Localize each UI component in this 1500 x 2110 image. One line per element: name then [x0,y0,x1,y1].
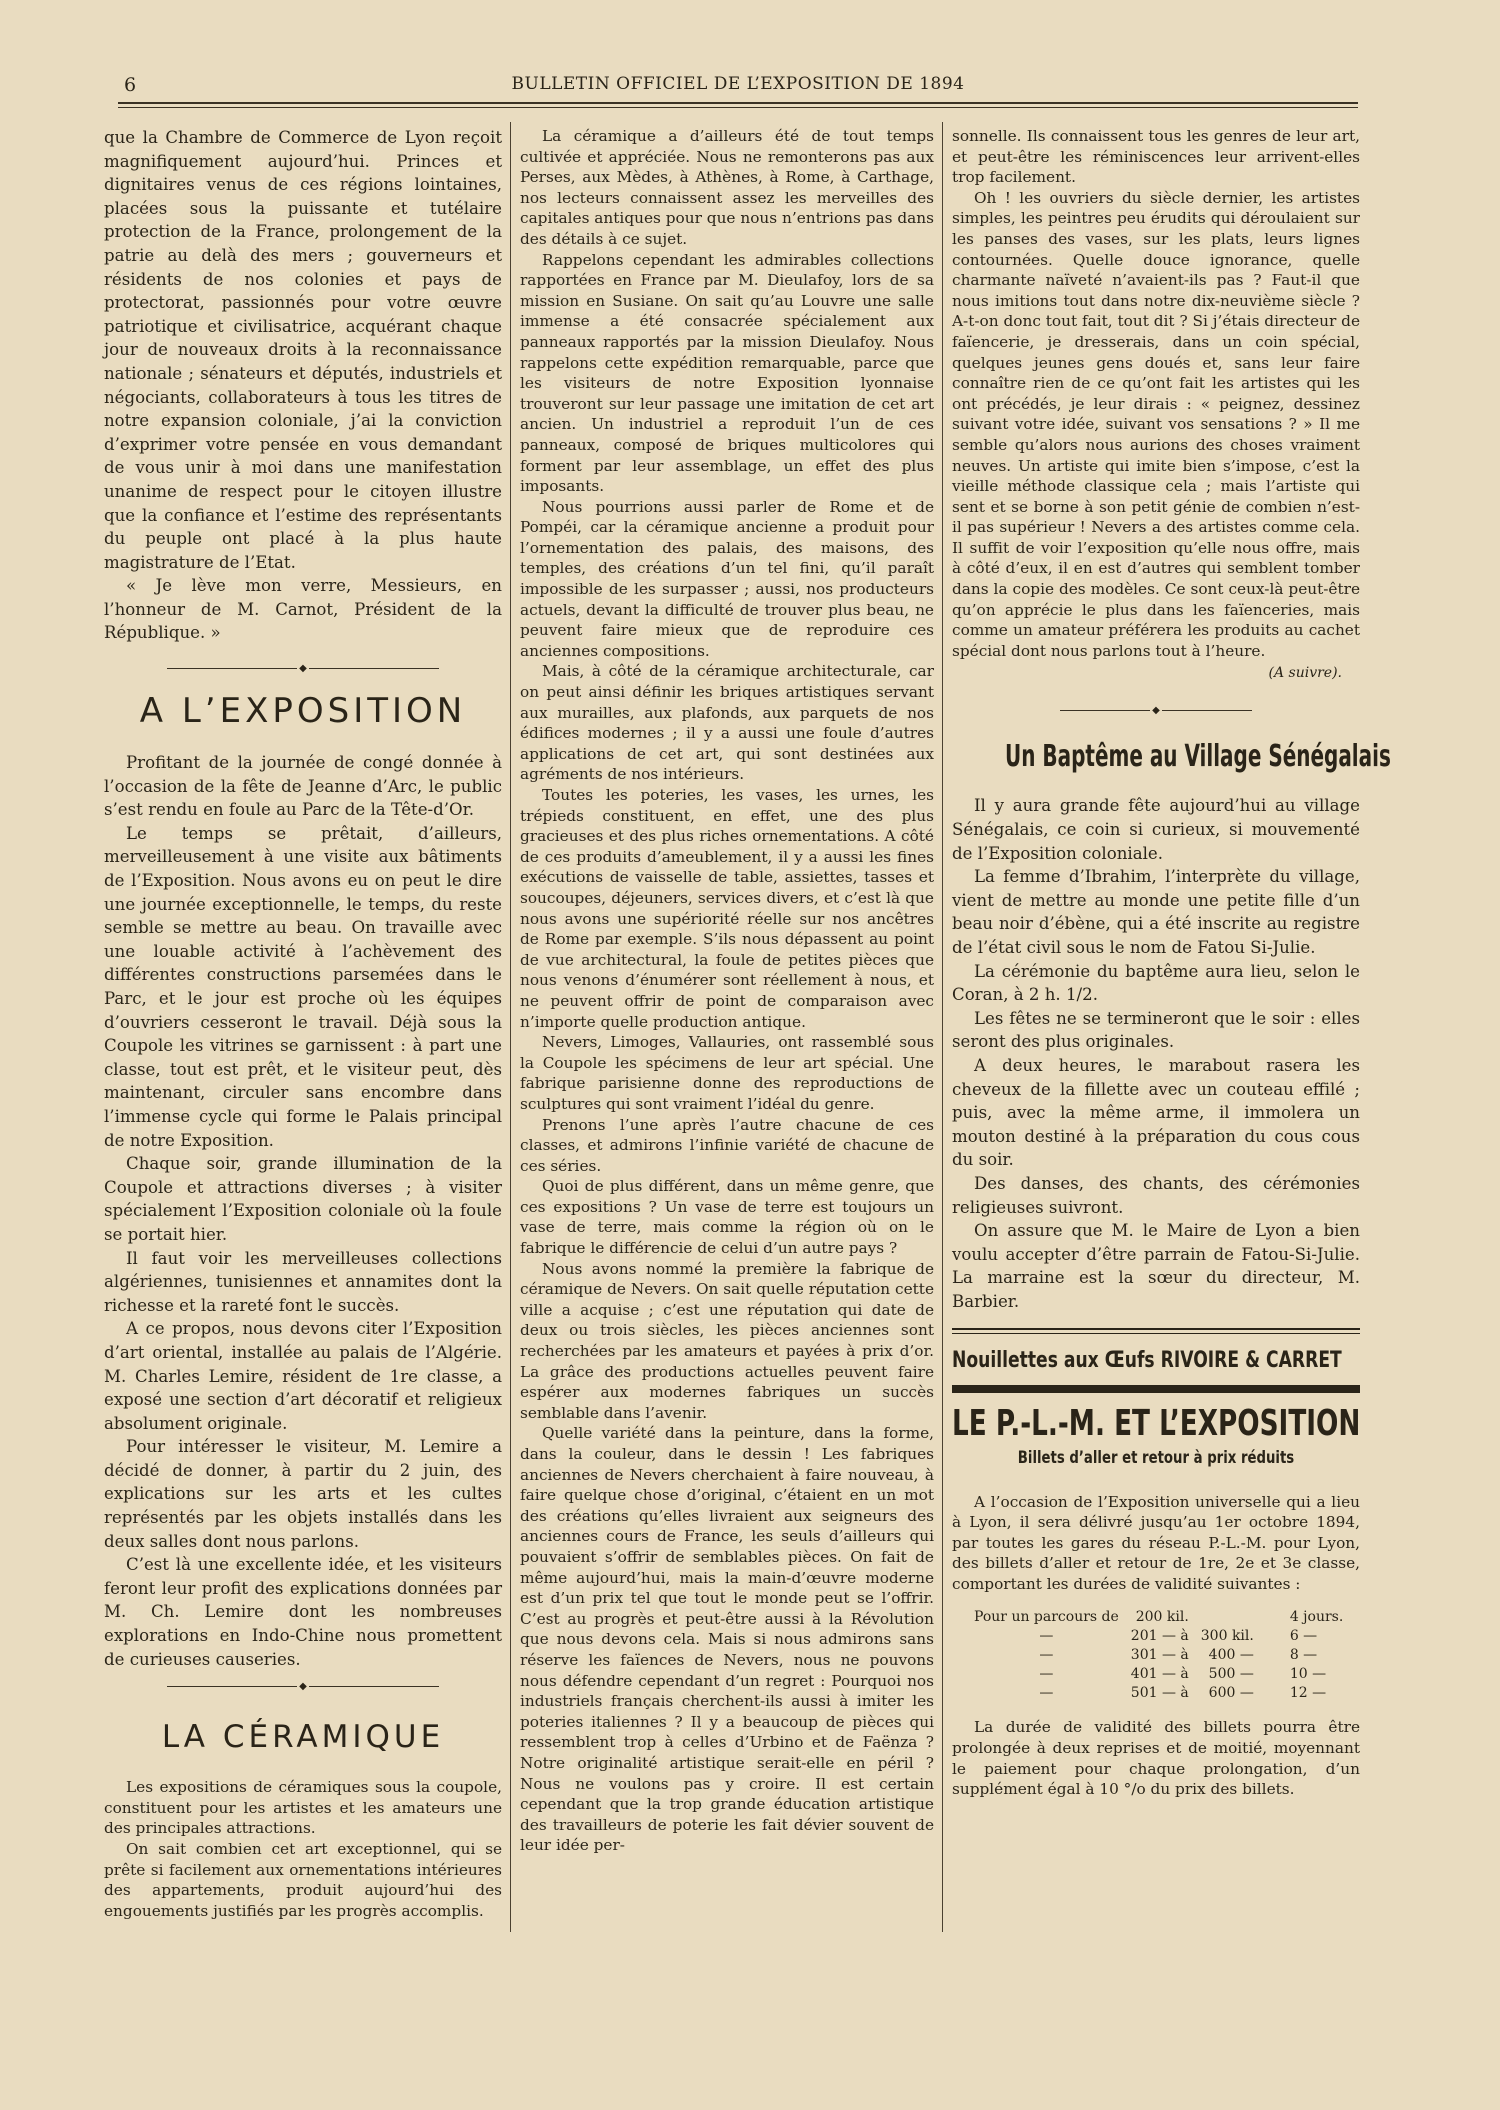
article-text: Oh ! les ouvriers du siècle dernier, les artistes simples, les peintres peu érudits qui déroulaient sur les panses des vases, sur les plats, leurs lignes contournées. Quelle douce ignorance, quelle charmante naïveté n’avaient-ils pas ? Faut-il que nous imitions tout dans notre dix-neuvième siècle ? A-t-on donc tout fait, tout dit ? Si j’étais directeur de faïencerie, je dresserais, dans un coin spécial, quelques jeunes gens doués et, sans leur faire connaître rien de ce qu’ont fait les artistes qui les ont précédés, je leur dirais : « peignez, dessinez suivant votre idée, suivant vos sensations ? » Il me semble qu’alors nous aurions des choses vraiment neuves. Un artiste qui imite bien s’impose, c’est la vieille méthode classique cela ; mais l’artiste qui sent et se borne à son petit génie de combien n’est-il pas supérieur ! Nevers a des artistes comme cela. Il suffit de voir l’exposition qu’elle nous offre, mais à côté d’eux, il en est d’autres qui semblent tomber dans la copie des modèles. Ce sont ceux-là peut-être qu’on apprécie le plus dans les faïenceries, mais comme un amateur préférera les produits au cachet spécial dont nous parlons tout à l’heure. [952,188,1360,660]
table-cell [1195,1608,1260,1627]
article-text: Les expositions de céramiques sous la coupole, constituent pour les artistes et les amateurs une des principales attractions. [104,1778,502,1838]
article-text: Rappelons cependant les admirables collections rapportées en France par M. Dieulafoy, lors de sa mission en Susiane. On sait qu’au Louvre une salle immense a été consacrée spécialement aux panneaux rapportés par la mission Dieulafoy. Nous rappelons cette expédition remarquable, parce que les visiteurs de notre Exposition lyonnaise trouveront sur leur passage une imitation de cet art ancien. Un industriel a reproduit l’un de ces panneaux, composé de briques multicolores qui forment par leur assemblage, un effet des plus imposants. [520,250,934,496]
article-text: Prenons l’une après l’autre chacune de ces classes, et admirons l’infinie variété de chacune de ces séries. [520,1115,934,1175]
article-text: On assure que M. le Maire de Lyon a bien voulu accepter d’être parrain de Fatou-Si-Julie. La marraine est la sœur du directeur, M. Barbier. [952,1221,1360,1311]
table-cell: 301 — à [1130,1647,1189,1664]
column-3 [952,126,1391,1800]
article-text: La femme d’Ibrahim, l’interprète du village, vient de mettre au monde une petite fille d’un beau noir d’ébène, qui a été inscrite au registre de l’état civil sous le nom de Fatou Si-Julie. [952,867,1360,957]
table-cell: — [1039,1666,1054,1683]
table-cell: 401 — à [1130,1666,1189,1683]
table-row [968,1684,1349,1703]
section-ornament: ◆ [104,1671,502,1701]
table-cell: 8 — [1289,1647,1318,1664]
table-cell: 400 — [1208,1647,1254,1664]
article-text: Pour intéresser le visiteur, M. Lemire a décidé de donner, à partir du 2 juin, des explications sur les arts et les cultes représentés par les objets installés dans les deux salles dont nous parlons. [104,1437,502,1551]
section-ornament: ◆ [104,653,502,683]
section-title-exposition: A L’EXPOSITION [139,691,467,732]
table-cell: 6 — [1289,1628,1318,1645]
table-row [968,1646,1349,1665]
table-cell: 12 — [1289,1685,1327,1702]
section-title-ceramique: LA CÉRAMIQUE [161,1719,445,1756]
table-cell: — [1039,1628,1054,1645]
table-row [968,1665,1349,1684]
column-divider-2 [942,122,943,1932]
article-text: La céramique a d’ailleurs été de tout temps cultivée et appréciée. Nous ne remonterons pas aux Perses, aux Mèdes, à Athènes, à Rome, à Carthage, nos lecteurs connaissent assez les merveilles des capitales antiques pour que nous n’entrions pas dans des détails à ce sujet. [520,127,934,248]
table-cell: 600 — [1208,1685,1254,1702]
article-text: Profitant de la journée de congé donnée à l’occasion de la fête de Jeanne d’Arc, le public s’est rendu en foule au Parc de la Tête-d’Or. [104,753,502,820]
article-text: A ce propos, nous devons citer l’Exposition d’art oriental, installée au palais de l’Algérie. M. Charles Lemire, résident de 1re classe, a exposé une section d’art décoratif et religieux absolument originale. [104,1319,502,1433]
article-text: Quoi de plus différent, dans un même genre, que ces expositions ? Un vase de terre est toujours un vase de terre, mais comme la région où on le fabrique le différencie de celui d’un autre pays ? [520,1177,934,1258]
table-cell: 501 — à [1130,1685,1189,1702]
column-1 [104,126,502,1921]
table-row [968,1608,1349,1627]
page-number: 6 [124,74,137,96]
article-text: Des danses, des chants, des cérémonies religieuses suivront. [952,1173,1360,1217]
article-text: Quelle variété dans la peinture, dans la forme, dans la couleur, dans le dessin ! Les fabriques anciennes de Nevers cherchaient à faire nouveau, à faire quelque chose d’original, c’étaient en un mot des créations qu’elles livraient aux seigneurs des anciennes cours de France, les seuls d’ailleurs qui pouvaient s’offrir de semblables pièces. On fait de même aujourd’hui, mais la main-d’œuvre moderne est d’un prix tel que tout le monde peut se l’offrir. C’est au progrès et peut-être aussi à la Révolution que nous devons cela. Mais si nous admirons sans réserve les faïences de Nevers, nous ne pouvons nous défendre cependant d’un regret : Pourquoi nos industriels français cherchent-ils aussi à imiter les poteries italiennes ? Il y a beaucoup de pièces qui ressemblent trop à celles d’Urbino et de Faënza ? Notre originalité artistique serait-elle en péril ? Nous ne voulons pas y croire. Il est certain cependant que la trop grande éducation artistique des travailleurs de poterie les fait dévier souvent de leur idée per- [520,1424,934,1855]
advertisement: Nouillettes aux Œufs RIVOIRE & CARRET [952,1347,1342,1373]
table-cell: 201 — à [1130,1628,1189,1645]
section-subtitle-plm: Billets d’aller et retour à prix réduits [1017,1447,1295,1468]
article-text: C’est là une excellente idée, et les visiteurs feront leur profit des explications données par M. Ch. Lemire dont les nombreuses explorations en Indo-Chine nous promettent de curieuses causeries. [104,1555,502,1669]
article-text: Nous avons nommé la première la fabrique de céramique de Nevers. On sait quelle réputation cette ville a acquise ; c’est une réputation qui date de deux ou trois siècles, les pièces anciennes sont recherchées par les amateurs et payées à prix d’or. La grâce des productions actuelles peuvent faire espérer aux modernes fabriques un succès semblable dans l’avenir. [520,1259,934,1422]
header-rule [118,102,1358,104]
article-text: Le temps se prêtait, d’ailleurs, merveilleusement à une visite aux bâtiments de l’Exposition. Nous avons eu on peut le dire une journée exceptionnelle, le temps, du reste semble se mettre au beau. On travaille avec une louable activité à l’achèvement des différentes constructions parsemées dans le Parc, et le jour est proche où les équipes d’ouvriers cesseront le travail. Déjà sous la Coupole les vitrines se garnissent : à part une classe, tout est prêt, et le visiteur peut, dès maintenant, circuler sans encombre dans l’immense cycle qui forme le Palais principal de notre Exposition. [104,823,502,1150]
table-cell: 4 jours. [1289,1609,1344,1626]
table-cell: 200 kil. [1135,1609,1189,1626]
article-text: Nevers, Limoges, Vallauries, ont rassemblé sous la Coupole les spécimens de leur art spécial. Une fabrique parisienne donne des reproductions de sculptures qui sont vraiment l’idéal du genre. [520,1033,934,1113]
to-be-continued: (A suivre). [1268,665,1342,682]
column-2 [520,126,934,1856]
header-rule-thin [118,107,1358,108]
article-text: Toutes les poteries, les vases, les urnes, les trépieds constituent, en effet, une des plus gracieuses et des plus riches ornementations. A côté de ces produits d’ameublement, il y a aussi les fines exécutions de vaisselle de table, assiettes, tasses et soucoupes, déjeuners, services divers, et c’est là que nous avons une supériorité réelle sur nos ancêtres de Rome par exemple. S’ils nous dépassent au point de vue architectural, la foule de petites pièces que nous venons d’énumérer sont réellement à nous, et ne peuvent offrir de point de comparaison avec n’importe quelle production antique. [520,786,934,1031]
article-text: A deux heures, le marabout rasera les cheveux de la fillette avec un couteau effilé ; puis, avec la même arme, il immolera un mouton destiné à la préparation du cous cous du soir. [952,1055,1360,1170]
article-text: sonnelle. Ils connaissent tous les genres de leur art, et peut-être les réminiscences leur arrivent-elles trop facilement. [952,127,1360,187]
table-cell: Pour un parcours de [974,1609,1119,1626]
article-text: « Je lève mon verre, Messieurs, en l’honneur de M. Carnot, Président de la République. » [104,576,502,643]
advert-rule-thick [952,1385,1360,1393]
table-cell: 10 — [1289,1666,1327,1683]
section-title-plm: LE P.-L.-M. ET L’EXPOSITION [952,1402,1361,1444]
table-cell: — [1039,1647,1054,1664]
running-title: BULLETIN OFFICIEL DE L’EXPOSITION DE 1894 [511,74,965,94]
article-text: A l’occasion de l’Exposition universelle qui a lieu à Lyon, il sera délivré jusqu’au 1er octobre 1894, par toutes les gares du réseau P.-L.-M. pour Lyon, des billets d’aller et retour de 1re, 2e et 3e classe, comportant les durées de validité suivantes : [952,1492,1360,1593]
section-title-bapteme: Un Baptême au Village Sénégalais [1005,739,1391,775]
column-divider-1 [510,122,511,1932]
table-cell: 500 — [1208,1666,1254,1683]
article-text: Les fêtes ne se termineront que le soir : elles seront des plus originales. [952,1008,1360,1052]
article-text: Mais, à côté de la céramique architecturale, car on peut ainsi définir les briques artistiques servant aux murailles, aux plafonds, aux parquets de nos édifices modernes ; il y a aussi une foule d’autres applications de cet art, qui sont destinées aux agréments de nos intérieurs. [520,662,934,784]
table-row [968,1627,1349,1646]
article-text: La durée de validité des billets pourra être prolongée à deux reprises et de moitié, moyennant le paiement pour chaque prolongation, d’un supplément égal à 10 °/o du prix des billets. [952,1718,1360,1799]
table-cell: 300 kil. [1200,1628,1254,1645]
article-text: Chaque soir, grande illumination de la Coupole et attractions diverses ; à visiter spécialement l’Exposition coloniale où la foule se portait hier. [104,1154,502,1244]
article-text: On sait combien cet art exceptionnel, qui se prête si facilement aux ornementations intérieures des appartements, produit aujourd’hui des engouements justifiés par les progrès accomplis. [104,1840,502,1920]
article-text: La cérémonie du baptême aura lieu, selon le Coran, à 2 h. 1/2. [952,961,1360,1005]
article-text: Il y aura grande fête aujourd’hui au village Sénégalais, ce coin si curieux, si mouvementé de l’Exposition coloniale. [952,796,1360,863]
article-text: Il faut voir les merveilleuses collections algériennes, tunisiennes et annamites dont la richesse et la rareté font le succès. [104,1248,502,1315]
validity-table [968,1608,1349,1703]
section-ornament: ◆ [952,695,1360,725]
page-header [118,72,1358,96]
article-text: que la Chambre de Commerce de Lyon reçoit magnifiquement aujourd’hui. Princes et dignitaires venus de ces régions lointaines, placées sous la puissante et tutélaire protection de la France, prolongement de la patrie au delà des mers ; gouverneurs et résidents de nos colonies et pays de protectorat, passionnés pour votre œuvre patriotique et civilisatrice, acquérant chaque jour de nouveaux droits à la reconnaissance nationale ; sénateurs et députés, industriels et négociants, collaborateurs à tous les titres de notre expansion coloniale, j’ai la conviction d’exprimer votre pensée en vous demandant de vous unir à moi dans une manifestation unanime de respect pour le citoyen illustre que la confiance et l’estime des représentants du peuple ont placé à la plus haute magistrature de l’Etat. [104,128,502,572]
table-cell: — [1039,1685,1054,1702]
article-text: Nous pourrions aussi parler de Rome et de Pompéi, car la céramique ancienne a produit pour l’ornementation des palais, des maisons, des temples, des créations d’un tel fini, qu’il paraît impossible de les surpasser ; aussi, nos producteurs actuels, devant la difficulté de trouver plus beau, ne peuvent faire mieux que de reproduire ces anciennes compositions. [520,497,934,660]
